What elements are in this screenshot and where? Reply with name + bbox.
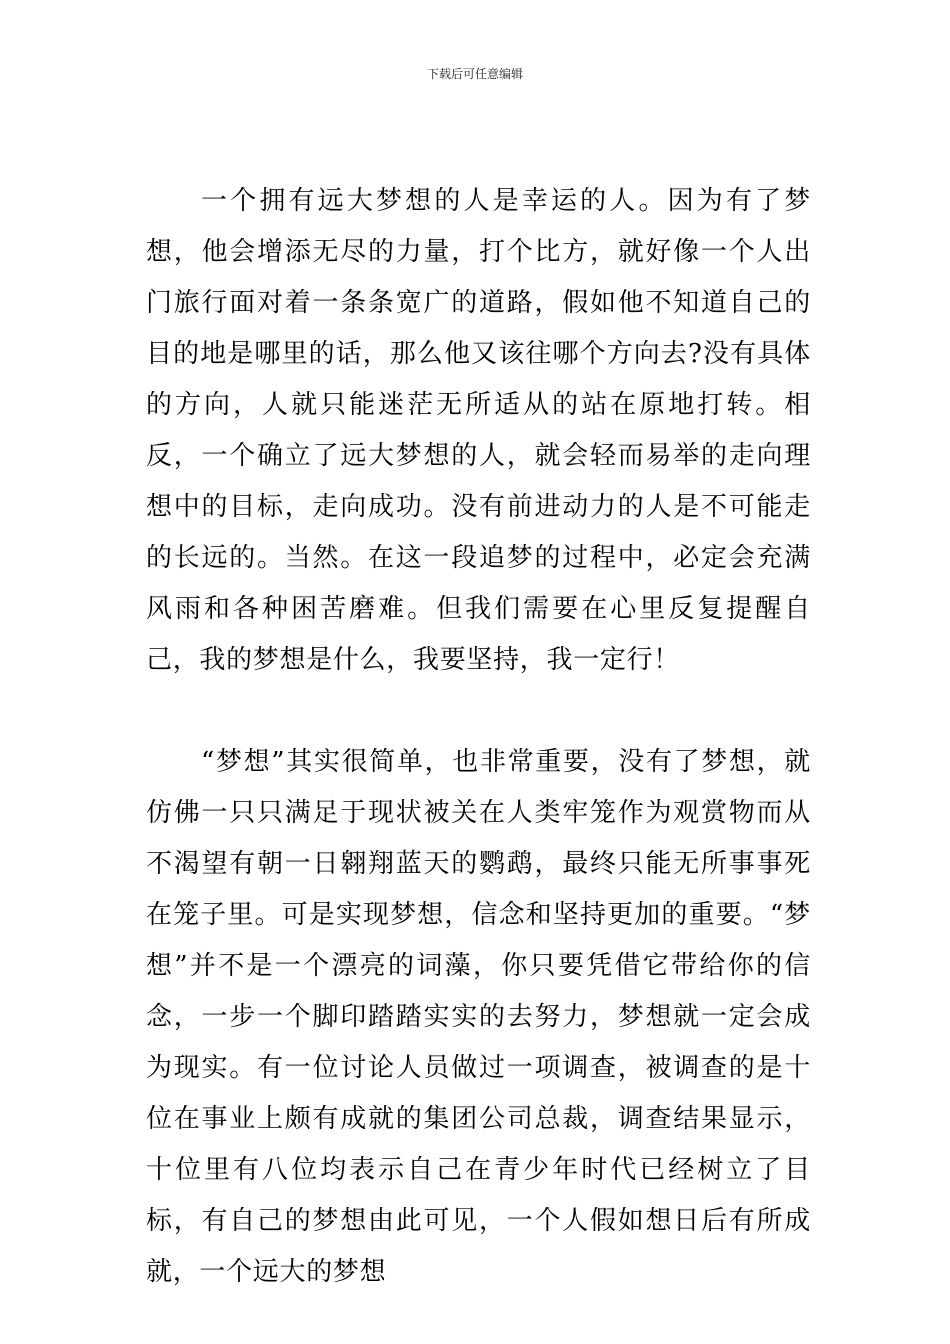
document-body — [146, 176, 811, 1298]
paragraph-1: 一个拥有远大梦想的人是幸运的人。因为有了梦想，他会增添无尽的力量，打个比方，就好像一个人出门旅行面对着一条条宽广的道路，假如他不知道自己的目的地是哪里的话，那么他又该往哪个方向去?没有具体的方向，人就只能迷茫无所适从的站在原地打转。相反，一个确立了远大梦想的人，就会轻而易举的走向理想中的目标，走向成功。没有前进动力的人是不可能走的长远的。当然。在这一段追梦的过程中，必定会充满风雨和各种困苦磨难。但我们需要在心里反复提醒自己，我的梦想是什么，我要坚持，我一定行！ — [146, 186, 811, 675]
page-header: 下载后可任意编辑 — [426, 67, 523, 81]
paragraph-2: “梦想”其实很简单，也非常重要，没有了梦想，就仿佛一只只满足于现状被关在人类牢笼作为观赏物而从不渴望有朝一日翱翔蓝天的鹦鹉，最终只能无所事事死在笼子里。可是实现梦想，信念和坚持更加的重要。“梦想”并不是一个漂亮的词藻，你只要凭借它带给你的信念，一步一个脚印踏踏实实的去努力，梦想就一定会成为现实。有一位讨论人员做过一项调查，被调查的是十位在事业上颇有成就的集团公司总裁，调查结果显示，十位里有八位均表示自己在青少年时代已经树立了目标，有自己的梦想由此可见，一个人假如想日后有所成就，一个远大的梦想 — [146, 747, 811, 1287]
